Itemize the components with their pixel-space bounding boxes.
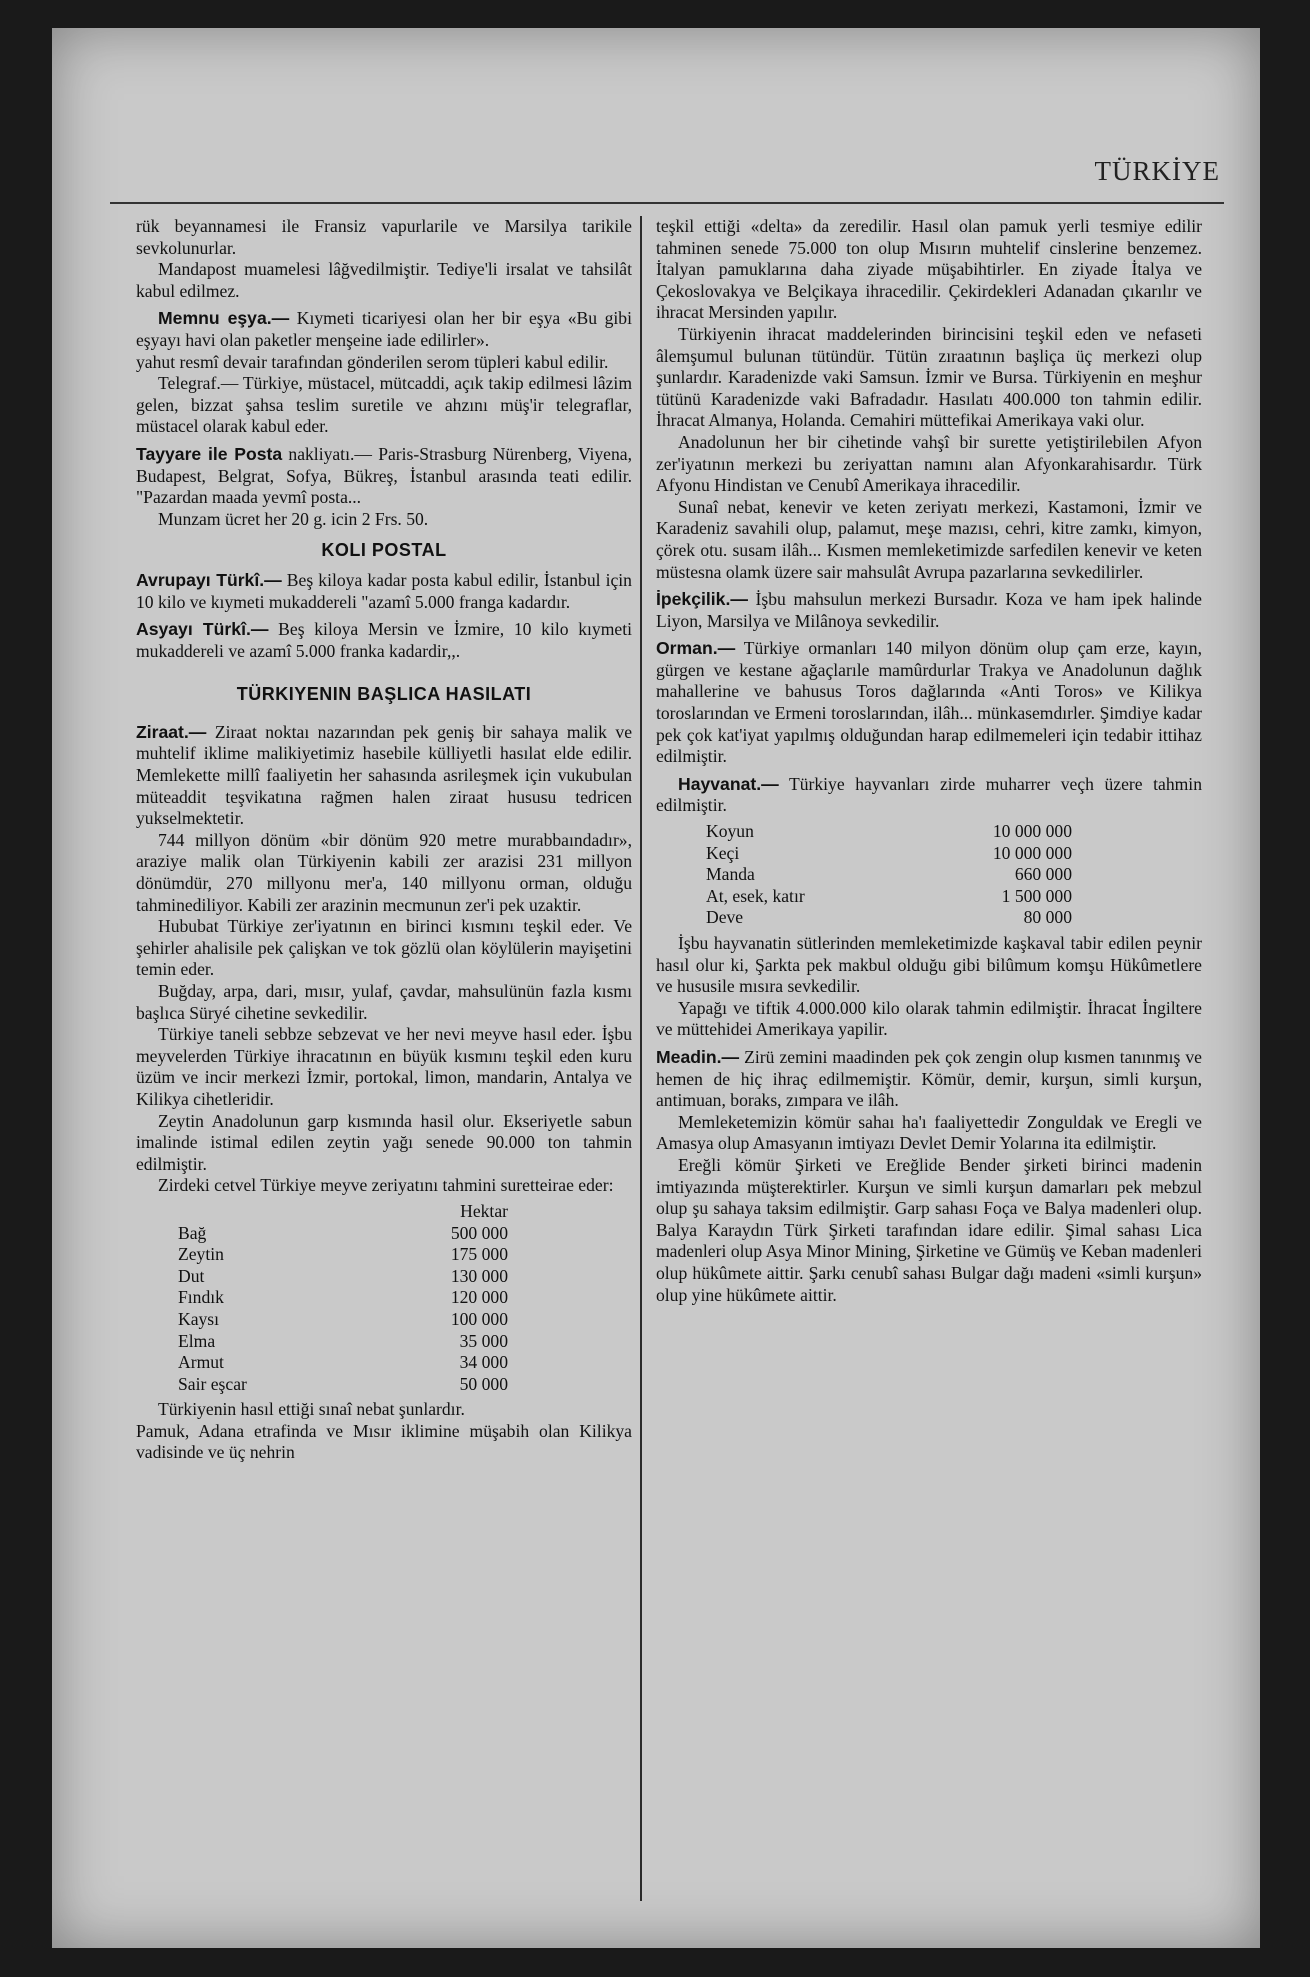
paragraph: Pamuk, Adana etrafinda ve Mısır iklimine müşabih olan Kilikya vadisinde ve üç nehrin <box>136 1420 632 1463</box>
paragraph: Yapağı ve tiftik 4.000.000 kilo olarak tahmin edilmiştir. İhracat İngiltere ve müttehidei Amerikaya yapilir. <box>656 997 1202 1040</box>
ipekcilik-paragraph <box>656 589 1202 632</box>
right-column <box>656 216 1202 1306</box>
lead-term: Hayvanat.— <box>678 773 779 794</box>
table-row: Manda 660 000 <box>706 864 1072 885</box>
lead-term: Tayyare ile Posta <box>136 443 283 464</box>
lead-term: Avrupayı Türkî.— <box>136 569 282 590</box>
fruit-table <box>178 1201 508 1395</box>
paragraph-text: Kıymeti ticariyesi olan her bir eşya «Bu gibi eşyayı havi olan paketler menşeine iade edilirler». <box>136 308 632 350</box>
table-row: Dut 130 000 <box>178 1265 508 1286</box>
table-row: Koyun 10 000 000 <box>706 821 1072 842</box>
table-row: Zeytin 175 000 <box>178 1244 508 1265</box>
orman-paragraph <box>656 638 1202 768</box>
paragraph-text: Ziraat noktaı nazarından pek geniş bir sahaya malik ve muhtelif iklime malikiyetimiz hasebile külliyetli hasılat elde edilir. Memlekette millî faaliyetin her sahasında asrileşmek için vukubulan müteaddit teşvikatına rağmen halen ziraat hususu tedricen yukselmektetir. <box>136 721 632 829</box>
paragraph-text: Türkiye ormanları 140 milyon dönüm olup çam erze, kayın, gürgen ve kestane ağaçlarıle mamûrdurlar Trakya ve Anadolunun dağlık mahallerine ve bahusus Toros dağlarında «Anti Toros» ve Kilikya toroslarından ve Ermeni toroslarından, ilâh... münkasemdırler. Şimdiye kadar pek çok kat'iyat yapılmış olduğundan harap edilmemeleri için tedabir ittihaz edilmiştir. <box>656 638 1202 767</box>
table-row: Bağ 500 000 <box>178 1222 508 1243</box>
paragraph: Anadolunun her bir cihetinde vahşî bir surette yetiştirilebilen Afyon zer'iyatının merkezi bu zeriyattan namını alan Afyonkarahisardır. Türk Afyonu Hindistan ve Cenubî Amerikaya ihracedilir. <box>656 431 1202 496</box>
paragraph-text: İşbu mahsulun merkezi Bursadır. Koza ve ham ipek halinde Liyon, Marsilya ve Milânoya sevkedilir. <box>656 589 1202 631</box>
section-title: TÜRKIYENIN BAŞLICA HASILATI <box>236 684 532 705</box>
paragraph-text: Beş kiloya Mersin ve İzmire, 10 kilo kıymeti mukaddereli ve azamî 5.000 franka kadardir,,. <box>136 619 632 661</box>
hayvanat-paragraph <box>656 774 1202 817</box>
paragraph: Munzam ücret her 20 g. icin 2 Frs. 50. <box>158 508 429 529</box>
paragraph: Telegraf.— Türkiye, müstacel, mütcaddi, açık takip edilmesi lâzim gelen, bizzat şahsa teslim suretile ve ahzını müş'ir telegraflar, müstacel olarak kabul eder. <box>136 373 632 437</box>
paragraph: Hububat Türkiye zer'iyatının en birinci kısmını teşkil eder. Ve şehirler ahalisile pek çalişkan ve tok gözlü olan köylülerin mayişetini temin eder. <box>136 916 632 980</box>
lead-term: İpekçilik.— <box>656 589 748 610</box>
table-row: Kaysı 100 000 <box>178 1308 508 1329</box>
left-column <box>136 216 632 1464</box>
lead-term: Meadin.— <box>656 1046 740 1067</box>
header-rule <box>110 202 1224 204</box>
table-row: Fındık 120 000 <box>178 1287 508 1308</box>
paragraph: rük beyannamesi ile Fransiz vapurlarile ve Marsilya tarikile sevkolunurlar. <box>136 216 632 258</box>
paragraph: Türkiye taneli sebbze sebzevat ve her nevi meyve hasıl eder. İşbu meyvelerden Türkiye ihracatının en büyük kısmını teşkil eden kuru üzüm ve incir merkezi İzmir, portokal, limon, mandarin, Antalya ve Kilikya cihetleridir. <box>136 1024 632 1109</box>
paragraph: Türkiyenin ihracat maddelerinden birincisini teşkil eden ve nefaseti âlemşumul bulunan tütündür. Tütün zıraatının başliça üç merkezi olup şunlardır. Karadenizde vaki Samsun. İzmir ve Bursa. Türkiyenin en meşhur tütünü Karadenizde vaki Bafradadır. Hasılatı 400.000 ton tahmin edilir. İhracat Almanya, Holanda. Cemahiri müttefikai Amerikaya vaki olur. <box>656 323 1202 431</box>
ziraat-paragraph <box>136 722 632 830</box>
asya-paragraph <box>136 619 632 662</box>
paragraph: İşbu hayvanatin sütlerinden memleketimizde kaşkaval tabir edilen peynir hasıl olur ki, Şarkta pek makbul olduğu gibi bilûmum komşu Hükûmetlere ve hususile mısıra sevkedilir. <box>656 933 1202 997</box>
paragraph: 744 millyon dönüm «bir dönüm 920 metre murabbaındadır», araziye malik olan Türkiyenin kabili zer arazisi 231 millyon dönümdür, 270 millyonu mer'a, 140 millyonu orman, olduğu tahminediliyor. Kabili zer arazinin mecmunun zer'i pek uzaktir. <box>136 829 632 915</box>
table-row: Sair eşcar 50 000 <box>178 1373 508 1394</box>
paragraph-text: Beş kiloya kadar posta kabul edilir, İstanbul için 10 kilo ve kıymeti mukaddereli "azamî 5.000 franga kadardır. <box>136 569 632 612</box>
paragraph: Zirdeki cetvel Türkiye meyve zeriyatını tahmini suretteirae eder: <box>158 1175 614 1196</box>
paragraph: teşkil ettiği «delta» da zeredilir. Hasıl olan pamuk yerli tesmiye edilir tahminen senede 75.000 ton olup Mısırın muhtelif cinslerine benzemez. İtalyan pamuklarına daha ziyade müşabihtirler. En ziyade İtalya ve Çekoslovakya ve Belçikaya ihracedilir. Çekirdekleri Adanadan çıkarılır ve ihracat Mersinden yapılır. <box>656 216 1202 323</box>
table-row: Armut 34 000 <box>178 1352 508 1373</box>
paragraph: yahut resmî devair tarafından gönderilen serom tüpleri kabul edilir. <box>136 351 609 372</box>
table-row: Keçi 10 000 000 <box>706 842 1072 863</box>
paragraph-text: Türkiye hayvanları zirde muharrer veçh üzere tahmin edilmiştir. <box>656 773 1202 816</box>
lead-term: Asyayı Türkî.— <box>136 619 269 640</box>
paragraph: Türkiyenin hasıl ettiği sınaî nebat şunlardır. <box>158 1399 465 1420</box>
lead-term: Memnu eşya.— <box>158 308 290 329</box>
paragraph-text: Zirü zemini maadinden pek çok zengin olup kısmen tanınmış ve hemen de hiç ihraç edilmemiştir. Kömür, demir, kurşun, simli kurşun, antimuan, boraks, zımpara ve ilâh. <box>656 1046 1202 1111</box>
paragraph: Sunaî nebat, kenevir ve keten zeriyatı merkezi, Kastamoni, İzmir ve Karadeniz savahili olup, palamut, meşe mazısı, cehri, kitre zamkı, kimyon, çörek otu. susam ilâh... Kısmen memleketimizde sarfedilen kenevir ve keten müstesna olamk üzere sair mahsulât Avrupa pazarlarına sevkedilirler. <box>656 496 1202 582</box>
avrupa-paragraph <box>136 570 632 613</box>
paragraph: Buğday, arpa, dari, mısır, yulaf, çavdar, mahsulünün fazla kısmı başlıca Süryé cihetine sevkedilir. <box>136 981 632 1023</box>
running-header: TÜRKİYE <box>1094 156 1220 186</box>
column-divider <box>640 216 642 1901</box>
memnu-paragraph <box>136 308 632 351</box>
section-title: KOLI POSTAL <box>321 540 447 561</box>
paragraph: Ereğli kömür Şirketi ve Ereğlide Bender şirketi birinci madenin imtiyazında müşterektirler. Kurşun ve simli kurşun damarları pek mebzul olup şu sahaya taksim edilmiştir. Garp sahası Foça ve Balya madenleri olup. Balya Karaydın Türk Şirketi tarafından idare edilir. Şimal sahası Lica madenleri olup Asya Minor Mining, Şirketine ve Gümüş ve Keban madenleri olup hükûmete aittir. Şarkı cenubî sahası Bulgar dağı madeni «simli kurşun» olup yine hükûmete aittir. <box>656 1154 1202 1305</box>
table-row: At, esek, katır 1 500 000 <box>706 885 1072 906</box>
meadin-paragraph <box>656 1047 1202 1112</box>
tayyare-paragraph <box>136 444 632 509</box>
paragraph: Memleketemizin kömür sahaı ha'ı faaliyettedir Zonguldak ve Eregli ve Amasya olup Amasyanın imtiyazı Devlet Demir Yolarına ita edilmiştir. <box>656 1111 1202 1154</box>
paragraph: Zeytin Anadolunun garp kısmında hasil olur. Ekseriyetle sabun imalinde istimal edilen zeytin yağı senede 90.000 ton tahmin edilmiştir. <box>136 1110 632 1174</box>
animal-table <box>706 821 1072 929</box>
table-row: Deve 80 000 <box>706 907 1072 928</box>
lead-term: Orman.— <box>656 638 736 659</box>
lead-term: Ziraat.— <box>136 721 207 742</box>
table-row: Elma 35 000 <box>178 1330 508 1351</box>
paragraph-text: nakliyatı.— Paris-Strasburg Nürenberg, Viyena, Budapest, Belgrat, Sofya, Bükreş, İstanbul arasında teati edilir. "Pazardan maada yevmî posta... <box>136 443 632 508</box>
document-page <box>52 28 1260 1948</box>
paragraph: Mandapost muamelesi lâğvedilmiştir. Tediye'li irsalat ve tahsilât kabul edilmez. <box>136 259 632 301</box>
table-header: Hektar <box>460 1200 508 1221</box>
